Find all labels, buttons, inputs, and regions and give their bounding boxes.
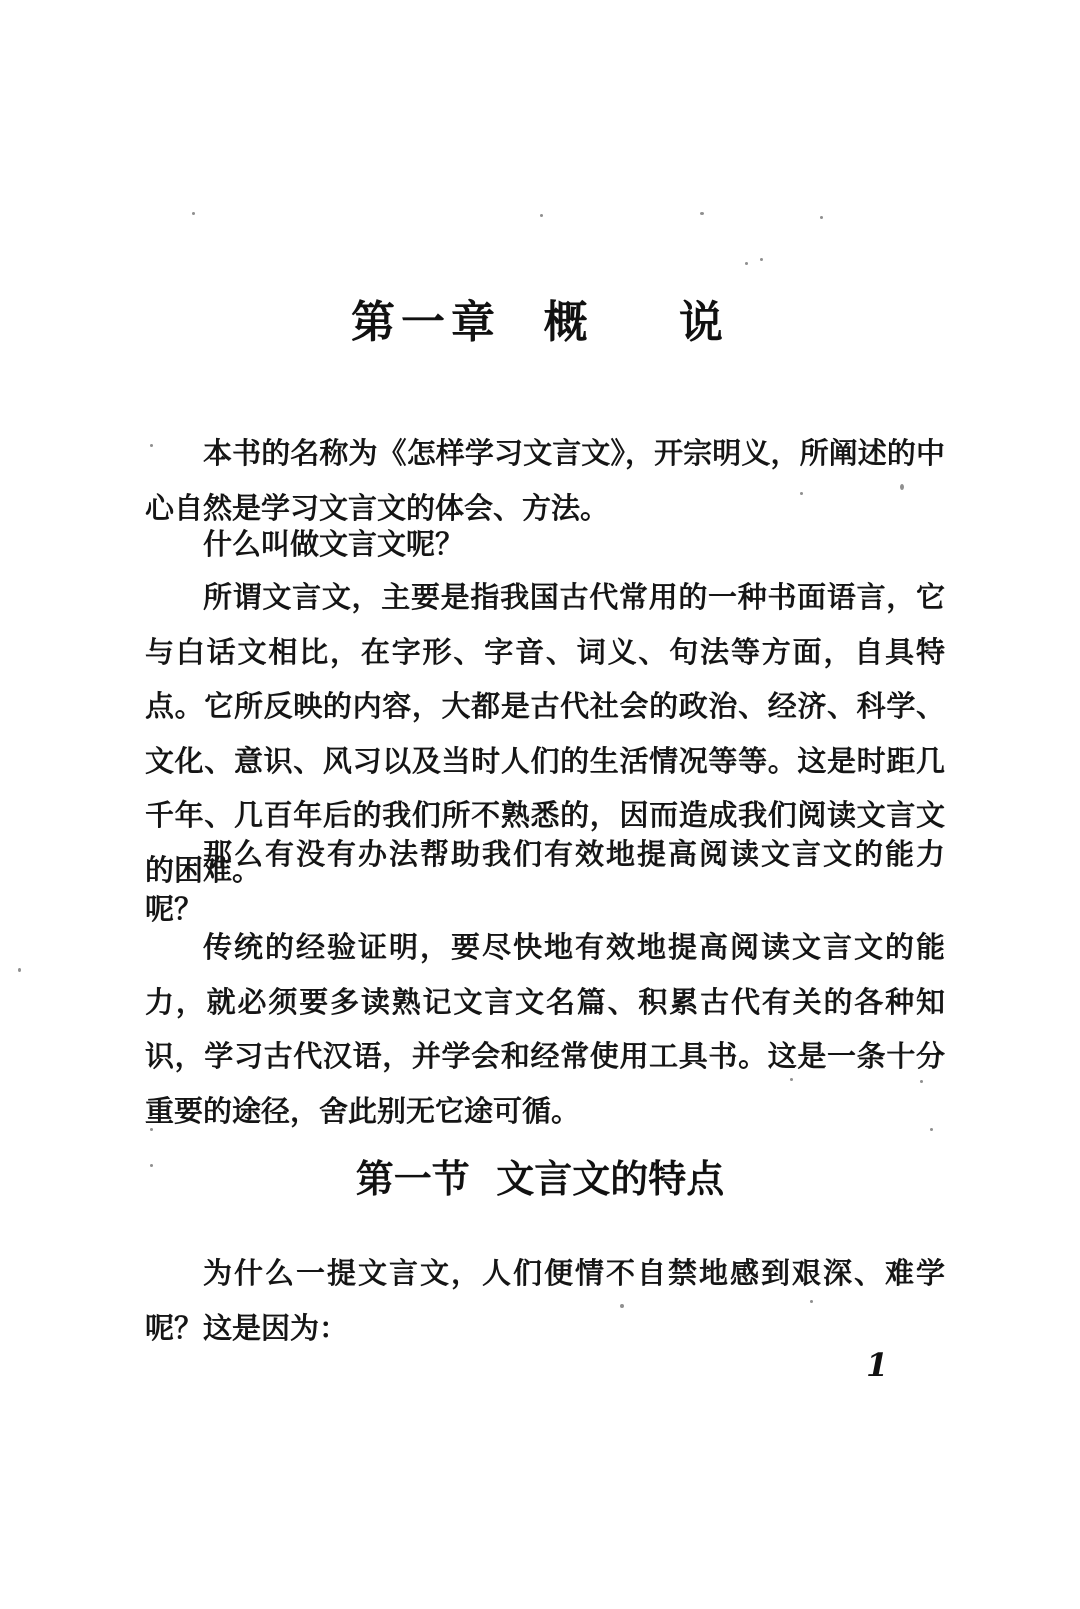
scan-speck (540, 214, 543, 217)
scan-speck (760, 258, 763, 261)
scan-speck (820, 216, 823, 219)
paragraph-experience: 传统的经验证明，要尽快地有效地提高阅读文言文的能力，就必须要多读熟记文言文名篇、积累古代有关的各种知识，学习古代汉语，并学会和经常使用工具书。这是一条十分重要的途径，舍此别无它途可循。 (145, 930, 945, 1128)
paragraph-method-question: 那么有没有办法帮助我们有效地提高阅读文言文的能力呢？ (145, 837, 945, 926)
paragraph-intro: 本书的名称为《怎样学习文言文》，开宗明义，所阐述的中心自然是学习文言文的体会、方法。 (145, 436, 945, 525)
scan-speck (192, 212, 195, 215)
scan-speck (18, 968, 21, 972)
scan-speck (700, 212, 704, 215)
section-title: 第一节 文言文的特点 (355, 1156, 725, 1201)
chapter-title: 第一章 概 说 (351, 297, 729, 348)
paragraph-question: 什么叫做文言文呢？ (203, 527, 465, 561)
paragraph-section-intro: 为什么一提文言文，人们便情不自禁地感到艰深、难学呢？这是因为： (145, 1256, 945, 1345)
page-number: 1 (866, 1346, 889, 1384)
paragraph-definition: 所谓文言文，主要是指我国古代常用的一种书面语言，它与白话文相比，在字形、字音、词义、句法等方面，自具特点。它所反映的内容，大都是古代社会的政治、经济、科学、文化、意识、风习以及当时人们的生活情况等等。这是时距几千年、几百年后的我们所不熟悉的，因而造成我们阅读文言文的困难。 (145, 580, 945, 887)
scan-speck (745, 262, 748, 265)
